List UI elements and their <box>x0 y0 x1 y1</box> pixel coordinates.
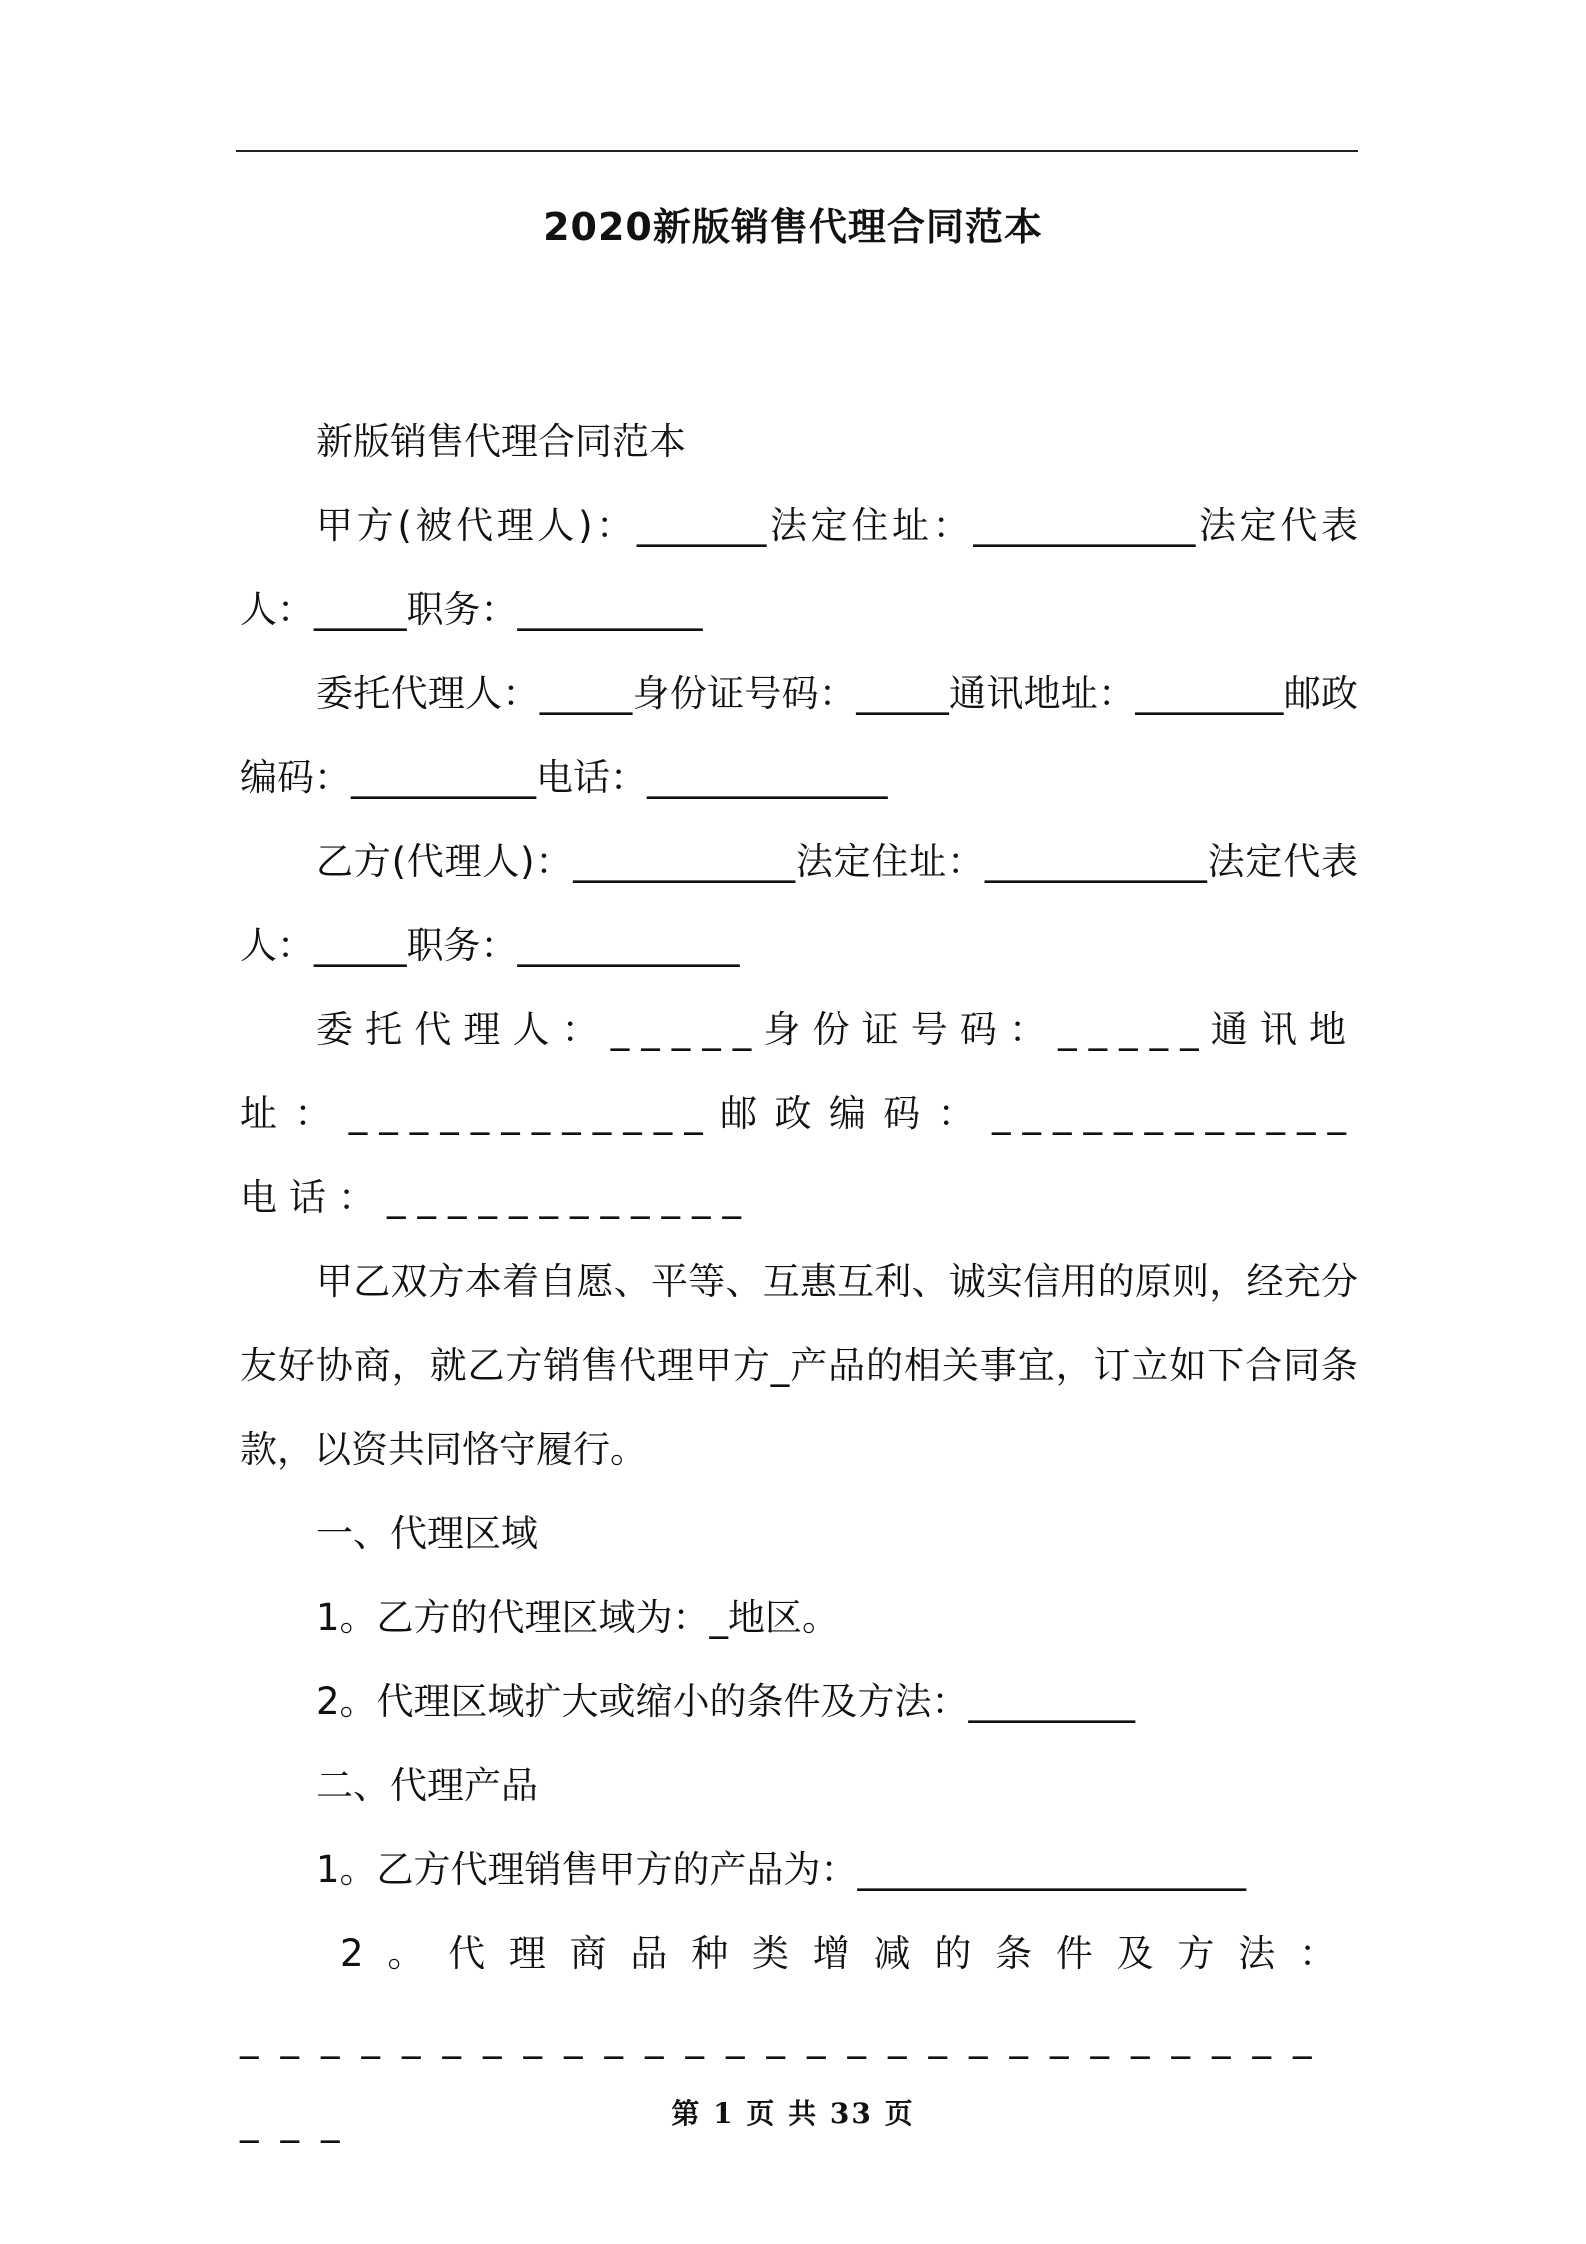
clause-region-1: 1。乙方的代理区域为：_地区。 <box>316 1596 840 1639</box>
section-heading-region: 一、代理区域 <box>316 1512 538 1555</box>
document-body <box>240 400 1358 2164</box>
header-rule <box>236 150 1358 152</box>
paragraph-subtitle: 新版销售代理合同范本 <box>316 420 686 463</box>
paragraph-party-a-agent: 委托代理人：_____身份证号码：_____通讯地址：________邮政编码：__________电话：_____________ <box>240 672 1358 799</box>
clause-region-2: 2。代理区域扩大或缩小的条件及方法：_________ <box>316 1680 1136 1723</box>
paragraph-party-b: 乙方(代理人)：____________法定住址：____________法定代表人：_____职务：____________ <box>240 840 1358 967</box>
section-heading-products: 二、代理产品 <box>316 1764 538 1807</box>
paragraph-party-b-agent: 委托代理人：_____身份证号码：_____通讯地址：____________邮政编码：____________电话：____________ <box>240 1008 1358 1219</box>
clause-products-1: 1。乙方代理销售甲方的产品为：_____________________ <box>316 1848 1247 1891</box>
paragraph-party-a: 甲方(被代理人)：_______法定住址：____________法定代表人：_____职务：__________ <box>240 504 1358 631</box>
paragraph-preamble: 甲乙双方本着自愿、平等、互惠互利、诚实信用的原则，经充分友好协商，就乙方销售代理甲方_产品的相关事宜，订立如下合同条款，以资共同恪守履行。 <box>240 1260 1358 1471</box>
clause-products-2: 2。代理商品种类增减的条件及方法：______________________________ <box>240 1932 1358 2143</box>
document-title: 2020新版销售代理合同范本 <box>543 205 1043 249</box>
page-number: 第 1 页 共 33 页 <box>671 2097 915 2130</box>
